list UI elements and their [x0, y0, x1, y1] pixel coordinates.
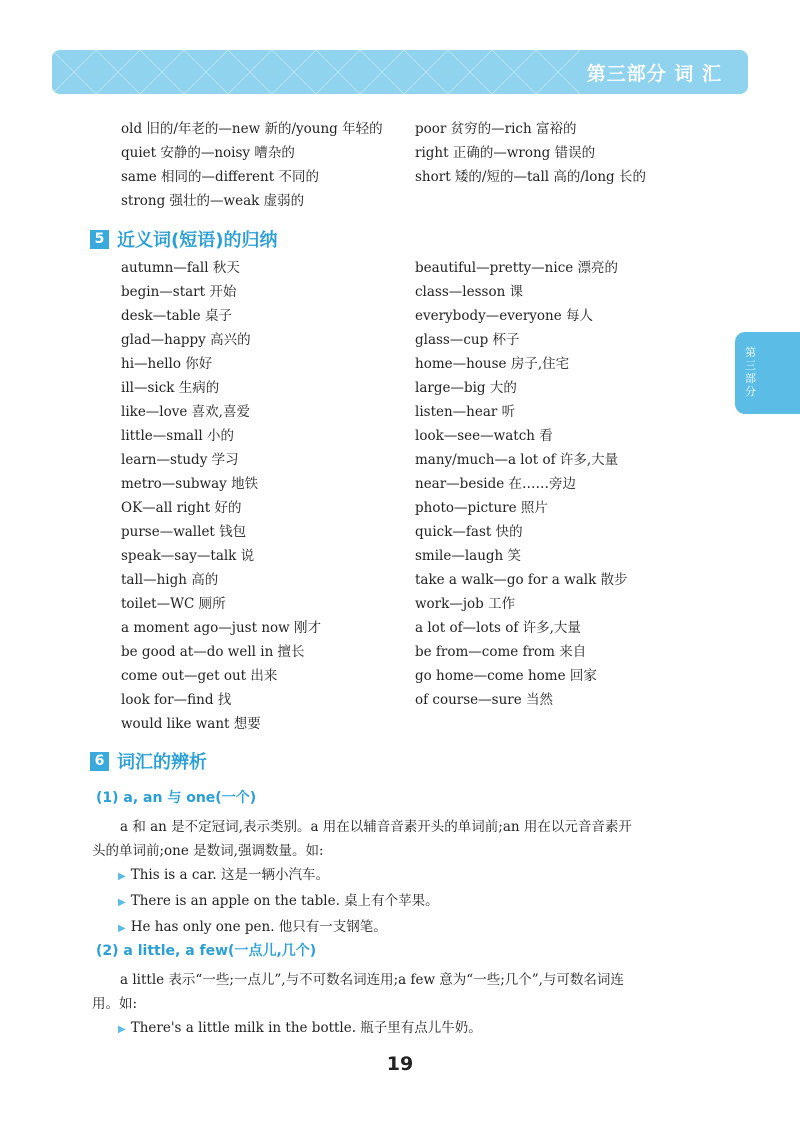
list-item: a moment ago—just now 刚才 a lot of—lots of 许多,大量: [121, 620, 581, 636]
list-item: OK—all right 好的 photo—picture 照片: [121, 500, 548, 516]
bullet-triangle-icon: ▶: [118, 923, 126, 934]
list-item: tall—high 高的 take a walk—go for a walk 散步: [121, 572, 628, 588]
header-title: 第三部分 词 汇: [586, 63, 722, 85]
list-item: look for—find 找 of course—sure 当然: [121, 692, 554, 708]
list-item: would like want 想要: [121, 716, 261, 732]
list-item: ill—sick 生病的 large—big 大的: [121, 380, 517, 396]
antonym-list: [121, 117, 721, 213]
section-title: 词汇的辨析: [117, 752, 207, 773]
subsection-1-paragraph: a 和 an 是不定冠词,表示类别。a 用在以辅音音素开头的单词前;an 用在以元音音素开 头的单词前;one 是数词,强调数量。如:: [92, 819, 632, 859]
page-number: 19: [386, 1053, 414, 1075]
subsection-2-paragraph: a little 表示“一些;一点儿”,与不可数名词连用;a few 意为“一些;几个”,与可数名词连 用。如:: [92, 972, 624, 1012]
list-item: desk—table 桌子 everybody—everyone 每人: [121, 308, 594, 324]
list-item: ▶ There is an apple on the table. 桌上有个苹果。: [118, 893, 439, 909]
bullet-triangle-icon: ▶: [118, 871, 126, 882]
list-item: begin—start 开始 class—lesson 课: [121, 284, 524, 300]
list-item: speak—say—talk 说 smile—laugh 笑: [121, 548, 522, 564]
list-item: be good at—do well in 擅长 be from—come from 来自: [121, 644, 587, 660]
section-number: 6: [90, 752, 109, 771]
list-item: little—small 小的 look—see—watch 看: [121, 428, 553, 444]
list-item: glad—happy 高兴的 glass—cup 杯子: [121, 332, 520, 348]
list-item: metro—subway 地铁 near—beside 在……旁边: [121, 476, 576, 492]
section-number: 5: [90, 230, 109, 249]
subsection-1-title: (1) a, an 与 one(一个): [96, 790, 257, 806]
bullet-triangle-icon: ▶: [118, 897, 126, 908]
list-item: quiet 安静的—noisy 嘈杂的 right 正确的—wrong 错误的: [121, 145, 596, 161]
list-item: ▶ There's a little milk in the bottle. 瓶子里有点儿牛奶。: [118, 1020, 482, 1036]
synonym-list: [121, 256, 721, 736]
section-6-heading: [90, 748, 207, 774]
list-item: autumn—fall 秋天 beautiful—pretty—nice 漂亮的: [121, 260, 619, 276]
section-5-heading: [90, 226, 277, 252]
subsection-2-title: (2) a little, a few(一点儿,几个): [96, 943, 317, 959]
section-title: 近义词(短语)的归纳: [117, 230, 278, 251]
list-item: come out—get out 出来 go home—come home 回家: [121, 668, 597, 684]
example-list: [118, 863, 439, 941]
list-item: hi—hello 你好 home—house 房子,住宅: [121, 356, 570, 372]
list-item: purse—wallet 钱包 quick—fast 快的: [121, 524, 523, 540]
side-tab-label: 第三部分: [745, 346, 756, 398]
side-tab: [735, 332, 800, 414]
list-item: same 相同的—different 不同的 short 矮的/短的—tall 高的/long 长的: [121, 169, 646, 185]
header-banner: [52, 50, 748, 94]
list-item: like—love 喜欢,喜爱 listen—hear 听: [121, 404, 516, 420]
bullet-triangle-icon: ▶: [118, 1024, 126, 1035]
list-item: toilet—WC 厕所 work—job 工作: [121, 596, 516, 612]
list-item: strong 强壮的—weak 虚弱的: [121, 193, 305, 209]
list-item: learn—study 学习 many/much—a lot of 许多,大量: [121, 452, 619, 468]
example-list: [118, 1016, 482, 1042]
list-item: ▶ He has only one pen. 他只有一支钢笔。: [118, 919, 387, 935]
list-item: ▶ This is a car. 这是一辆小汽车。: [118, 867, 329, 883]
list-item: old 旧的/年老的—new 新的/young 年轻的 poor 贫穷的—rich 富裕的: [121, 121, 577, 137]
